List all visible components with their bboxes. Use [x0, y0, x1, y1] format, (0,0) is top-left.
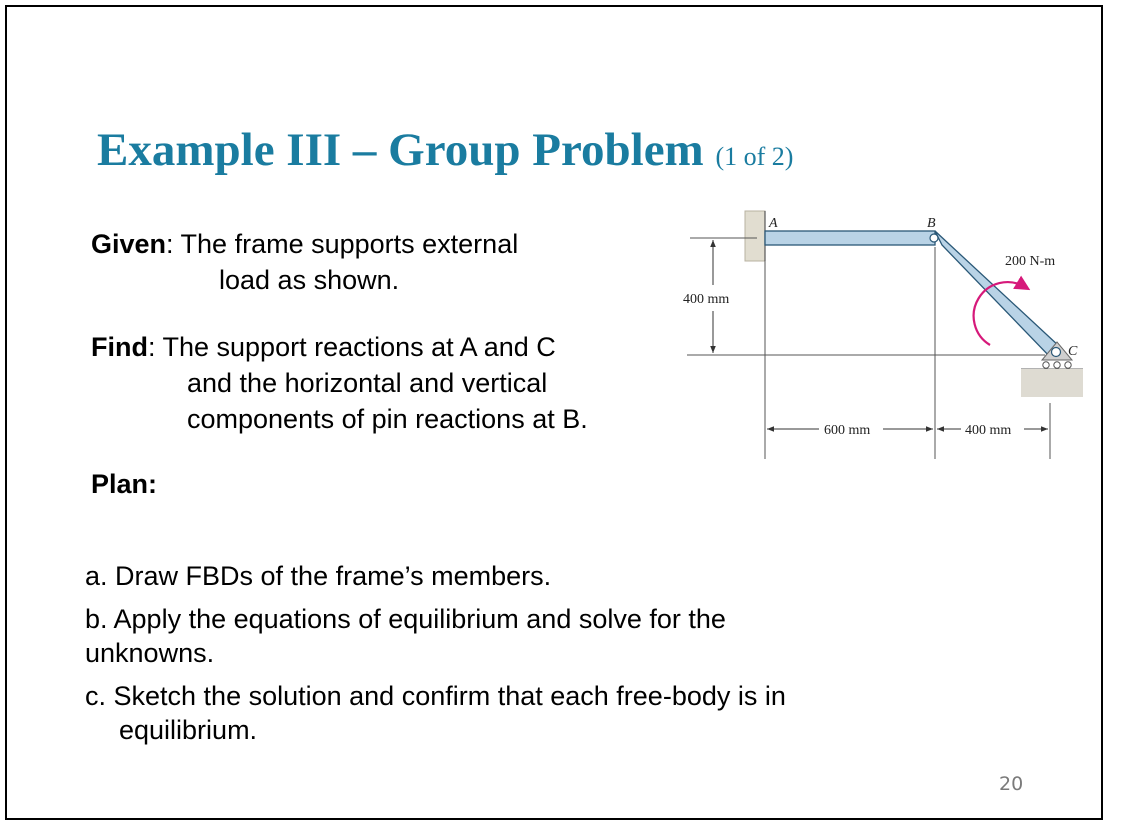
find-line-2: and the horizontal and vertical: [187, 368, 548, 398]
wall-support: [745, 211, 765, 261]
dim-horizontal-2-label: 400 mm: [965, 423, 1012, 438]
label-c: C: [1068, 344, 1078, 359]
member-ab: [765, 231, 935, 245]
moment-label: 200 N-m: [1005, 254, 1056, 269]
given-line-1: [91, 229, 518, 260]
title-suffix: (1 of 2): [715, 142, 794, 171]
given-label: Given: [91, 229, 167, 259]
find-label: Find: [91, 332, 148, 362]
plan-step-b-line-2: unknowns.: [85, 638, 215, 668]
given-line-2: load as shown.: [219, 265, 400, 295]
find-line-3: components of pin reactions at B.: [187, 404, 588, 434]
plan-step-c-line-1: c. Sketch the solution and confirm that each free-body is in: [85, 681, 786, 711]
page-number: 20: [999, 773, 1024, 795]
find-line-1: [91, 332, 556, 363]
dim-horizontal-1-label: 600 mm: [824, 423, 871, 438]
frame-diagram: [647, 207, 1087, 467]
slide-title: [97, 124, 794, 176]
find-text-1: : The support reactions at A and C: [147, 332, 556, 362]
slide: [5, 5, 1103, 820]
given-text-1: : The frame supports external: [166, 229, 519, 259]
dim-vertical-label: 400 mm: [683, 292, 730, 307]
plan-step-c-line-2: equilibrium.: [119, 715, 258, 745]
plan-step-b-line-1: b. Apply the equations of equilibrium and solve for the: [85, 604, 726, 634]
title-text: Example III – Group Problem: [97, 124, 704, 176]
plan-step-a: a. Draw FBDs of the frame’s members.: [85, 561, 552, 591]
label-b: B: [927, 216, 936, 231]
plan-label: Plan:: [91, 469, 158, 499]
pin-b: [930, 234, 938, 242]
label-a: A: [769, 216, 778, 231]
member-bc: [935, 231, 1060, 359]
